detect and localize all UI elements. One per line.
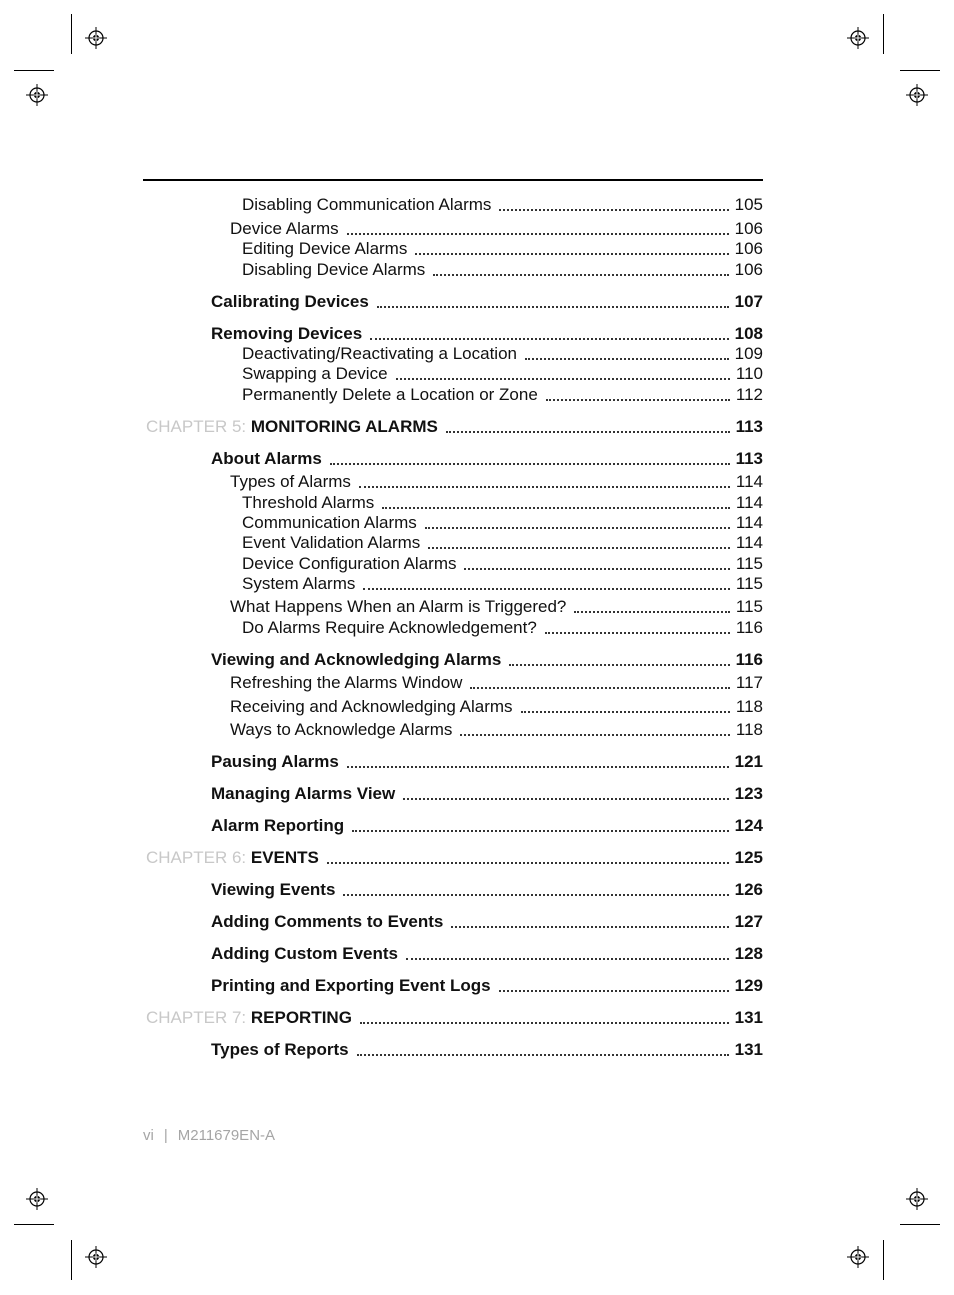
toc-entry-row[interactable] — [211, 292, 763, 312]
toc-chapter-row[interactable] — [146, 1008, 763, 1028]
footer-doc-id: M211679EN-A — [177, 1127, 276, 1144]
toc-page-number: 110 — [735, 364, 763, 383]
toc-entry-row[interactable] — [230, 720, 763, 740]
toc-page-number: 125 — [734, 848, 763, 867]
toc-entry-label: Receiving and Acknowledging Alarms — [230, 697, 513, 716]
toc-entry-row[interactable] — [211, 976, 763, 996]
toc-entry-label: Do Alarms Require Acknowledgement? — [242, 618, 537, 637]
toc-entry-row[interactable] — [242, 513, 763, 533]
toc-entry-label: Adding Comments to Events — [211, 912, 444, 931]
toc-page-number: 115 — [735, 574, 763, 593]
toc-entry-label: Disabling Communication Alarms — [242, 195, 492, 214]
toc-entry-label: Printing and Exporting Event Logs — [211, 976, 491, 995]
toc-entry-label: Types of Alarms — [230, 472, 351, 491]
toc-entry-label: Swapping a Device — [242, 364, 388, 383]
toc-entry-row[interactable] — [242, 554, 763, 574]
toc-page-number: 115 — [735, 597, 763, 616]
toc-page-number: 108 — [734, 324, 763, 343]
dot-leader — [406, 954, 729, 960]
toc-entry-row[interactable] — [242, 574, 763, 594]
toc-page-number: 121 — [734, 752, 763, 771]
dot-leader — [347, 762, 729, 768]
toc-page-number: 114 — [735, 513, 763, 532]
dot-leader — [360, 1018, 729, 1024]
toc-chapter-heading — [146, 417, 438, 437]
dot-leader — [428, 543, 730, 549]
dot-leader — [363, 584, 730, 590]
toc-entry-label: System Alarms — [242, 574, 356, 593]
toc-entry-row[interactable] — [211, 912, 763, 932]
dot-leader — [327, 858, 729, 864]
toc-entry-label: Threshold Alarms — [242, 493, 375, 512]
toc-entry-row[interactable] — [242, 533, 763, 553]
toc-entry-row[interactable] — [211, 944, 763, 964]
dot-leader — [347, 229, 729, 235]
toc-entry-label: Calibrating Devices — [211, 292, 369, 311]
toc-entry-label: Viewing and Acknowledging Alarms — [211, 650, 502, 669]
toc-page-number: 106 — [734, 239, 763, 258]
toc-entry-label: Editing Device Alarms — [242, 239, 408, 258]
toc-page-number: 114 — [735, 493, 763, 512]
chapter-title: MONITORING ALARMS — [250, 417, 438, 436]
dot-leader — [359, 482, 730, 488]
dot-leader — [545, 628, 730, 634]
toc-entry-label: Device Configuration Alarms — [242, 554, 457, 573]
dot-leader — [330, 459, 730, 465]
toc-entry-row[interactable] — [211, 816, 763, 836]
toc-page-number: 113 — [735, 449, 763, 468]
toc-entry-label: Adding Custom Events — [211, 944, 399, 963]
dot-leader — [425, 523, 730, 529]
dot-leader — [377, 302, 729, 308]
dot-leader — [546, 395, 730, 401]
chapter-prefix: CHAPTER 6: — [146, 848, 251, 867]
dot-leader — [343, 890, 728, 896]
chapter-title: REPORTING — [250, 1008, 352, 1027]
toc-entry-label: Alarm Reporting — [211, 816, 345, 835]
toc-entry-row[interactable] — [230, 597, 763, 617]
dot-leader — [574, 607, 730, 613]
toc-page-number: 109 — [734, 344, 763, 363]
toc-entry-row[interactable] — [242, 364, 763, 384]
dot-leader — [382, 503, 730, 509]
toc-entry-label: Communication Alarms — [242, 513, 417, 532]
toc-chapter-heading — [146, 848, 319, 868]
toc-entry-row[interactable] — [211, 1040, 763, 1060]
dot-leader — [433, 270, 728, 276]
dot-leader — [396, 374, 730, 380]
toc-entry-label: About Alarms — [211, 449, 322, 468]
toc-entry-row[interactable] — [230, 673, 763, 693]
toc-entry-label: Refreshing the Alarms Window — [230, 673, 463, 692]
chapter-prefix: CHAPTER 7: — [146, 1008, 251, 1027]
page-footer — [143, 1127, 275, 1144]
dot-leader — [357, 1050, 729, 1056]
toc-entry-row[interactable] — [211, 650, 763, 670]
dot-leader — [521, 707, 730, 713]
toc-page-number: 131 — [734, 1040, 763, 1059]
dot-leader — [509, 660, 729, 666]
toc-page-number: 124 — [734, 816, 763, 835]
toc-entry-label: Types of Reports — [211, 1040, 349, 1059]
toc-page-number: 129 — [734, 976, 763, 995]
toc-entry-row[interactable] — [230, 472, 763, 492]
toc-entry-row[interactable] — [230, 219, 763, 239]
toc-page-number: 116 — [735, 618, 763, 637]
toc-entry-label: Viewing Events — [211, 880, 336, 899]
toc-chapter-heading — [146, 1008, 352, 1028]
toc-entry-row[interactable] — [211, 880, 763, 900]
dot-leader — [499, 205, 728, 211]
chapter-prefix: CHAPTER 5: — [146, 417, 251, 436]
toc-entry-row[interactable] — [242, 618, 763, 638]
toc-page-number: 115 — [735, 554, 763, 573]
toc-entry-row[interactable] — [211, 784, 763, 804]
toc-page-number: 128 — [734, 944, 763, 963]
toc-entry-row[interactable] — [242, 344, 763, 364]
toc-entry-label: Deactivating/Reactivating a Location — [242, 344, 517, 363]
toc-chapter-row[interactable] — [146, 417, 763, 437]
dot-leader — [464, 564, 729, 570]
toc-page-number: 118 — [735, 697, 763, 716]
toc-entry-label: What Happens When an Alarm is Triggered? — [230, 597, 567, 616]
toc-page-number: 106 — [734, 260, 763, 279]
footer-separator: | — [163, 1127, 168, 1144]
toc-entry-row[interactable] — [242, 195, 763, 215]
dot-leader — [460, 730, 730, 736]
toc-page-number: 114 — [735, 472, 763, 491]
toc-entry-label: Managing Alarms View — [211, 784, 396, 803]
toc-page-number: 127 — [734, 912, 763, 931]
toc-page-number: 131 — [734, 1008, 763, 1027]
toc-page-number: 118 — [735, 720, 763, 739]
toc-chapter-row[interactable] — [146, 848, 763, 868]
toc-entry-row[interactable] — [242, 239, 763, 259]
toc-entry-label: Event Validation Alarms — [242, 533, 421, 552]
dot-leader — [525, 354, 729, 360]
footer-page-number: vi — [143, 1127, 154, 1144]
dot-leader — [403, 794, 728, 800]
dot-leader — [352, 826, 728, 832]
toc-page-number: 117 — [735, 673, 763, 692]
toc-page-number: 123 — [734, 784, 763, 803]
toc-entry-row[interactable] — [211, 752, 763, 772]
toc-entry-label: Disabling Device Alarms — [242, 260, 426, 279]
toc-entry-row[interactable] — [242, 493, 763, 513]
toc-page-number: 116 — [735, 650, 763, 669]
toc-page-number: 107 — [734, 292, 763, 311]
toc-entry-label: Device Alarms — [230, 219, 339, 238]
toc-entry-row[interactable] — [211, 324, 763, 344]
toc-page-number: 112 — [735, 385, 763, 404]
toc-entry-row[interactable] — [242, 385, 763, 405]
dot-leader — [451, 922, 728, 928]
toc-entry-label: Removing Devices — [211, 324, 363, 343]
dot-leader — [446, 427, 730, 433]
chapter-title: EVENTS — [250, 848, 319, 867]
toc-entry-row[interactable] — [230, 697, 763, 717]
toc-page-number: 105 — [734, 195, 763, 214]
toc-page-number: 113 — [735, 417, 763, 436]
toc-page-number: 114 — [735, 533, 763, 552]
toc-entry-row[interactable] — [242, 260, 763, 280]
dot-leader — [415, 249, 728, 255]
dot-leader — [370, 334, 728, 340]
toc-entry-row[interactable] — [211, 449, 763, 469]
toc-entry-label: Ways to Acknowledge Alarms — [230, 720, 453, 739]
dot-leader — [470, 683, 729, 689]
toc-entry-label: Permanently Delete a Location or Zone — [242, 385, 538, 404]
toc-page-number: 126 — [734, 880, 763, 899]
toc-entry-label: Pausing Alarms — [211, 752, 339, 771]
dot-leader — [499, 986, 729, 992]
toc-page-number: 106 — [734, 219, 763, 238]
